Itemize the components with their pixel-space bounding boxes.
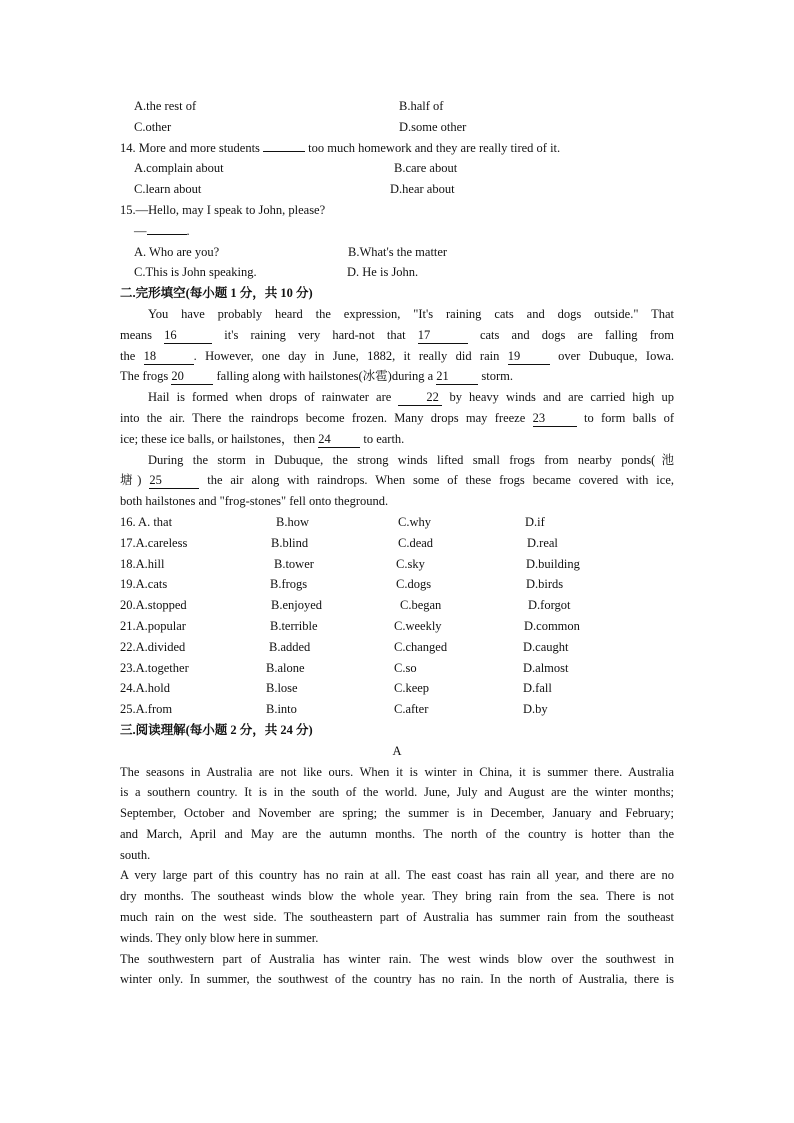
q15-option-b: B.What's the matter <box>348 244 448 259</box>
q15-reply <box>120 221 674 242</box>
q15-reply-dash: — <box>134 223 147 238</box>
option-c: C.began <box>400 598 442 613</box>
q15-option-d: D. He is John. <box>347 265 419 280</box>
cloze-text: to earth. <box>363 431 405 446</box>
cloze-option-row-22 <box>120 637 674 658</box>
option-d: D.common <box>524 618 580 633</box>
passage-line: south. <box>120 847 151 862</box>
q14-text-after: too much homework and they are really tired of it. <box>308 140 561 155</box>
q14-option-d: D.hear about <box>390 182 455 197</box>
option-b: B.tower <box>274 556 314 571</box>
option-c: C.dead <box>398 535 434 550</box>
passage-line: dry months. The southeast winds blow the whole year. They bring rain from the sea. There is not <box>120 889 674 904</box>
option-c: C.dogs <box>396 577 432 592</box>
q15-options-row-1 <box>120 242 674 263</box>
cloze-option-row-25 <box>120 699 674 720</box>
q13-options-row-1 <box>120 96 674 117</box>
q15-stem <box>120 200 674 221</box>
q13-option-b: B.half of <box>399 99 444 113</box>
cloze-p3-line1: During the storm in Dubuque, the strong winds lifted small frogs from nearby ponds(池 <box>148 452 674 467</box>
cloze-text: storm. <box>481 369 513 384</box>
cloze-p2-line2 <box>120 408 674 429</box>
option-d: D.forgot <box>528 598 571 613</box>
option-a: 21.A.popular <box>120 618 186 633</box>
cloze-option-row-23 <box>120 658 674 679</box>
cloze-text: Hail is formed when drops of rainwater are <box>148 390 392 405</box>
option-b: B.blind <box>271 535 309 550</box>
passage-line: winter only. In summer, the southwest of the country has no rain. In the north of Australia, there is <box>120 972 674 987</box>
q14-options-row-1 <box>120 158 674 179</box>
option-c: C.keep <box>394 681 430 696</box>
q13-option-c: C.other <box>134 119 172 134</box>
cloze-text: . However, one day in June, 1882, it really did rain <box>193 348 500 363</box>
cloze-text: over Dubuque, Iowa. <box>558 348 675 363</box>
cloze-p3-line3: both hailstones and "frog-stones" fell onto theground. <box>120 494 389 509</box>
option-a: 19.A.cats <box>120 577 168 592</box>
q15-option-c: C.This is John speaking. <box>134 265 257 280</box>
option-a: 24.A.hold <box>120 681 170 696</box>
option-a: 17.A.careless <box>120 535 188 550</box>
cloze-text: by heavy winds and are carried high up <box>449 390 675 405</box>
option-a: 18.A.hill <box>120 556 165 571</box>
cloze-blank-20: 20 <box>171 369 213 385</box>
cloze-blank-23: 23 <box>533 411 577 427</box>
option-b: B.terrible <box>270 618 318 633</box>
cloze-option-row-24 <box>120 678 674 699</box>
q14-number: 14. <box>120 140 136 155</box>
cloze-text: into the air. There the raindrops become frozen. Many drops may freeze <box>120 410 526 425</box>
option-d: D.almost <box>523 660 569 675</box>
option-a: 22.A.divided <box>120 639 186 654</box>
passage-line: is a southern country. It is in the south of the world. June, July and August are the winter months; <box>120 785 674 800</box>
q15-options-row-2 <box>120 262 674 283</box>
option-d: D.caught <box>523 639 569 654</box>
option-d: D.by <box>523 702 548 717</box>
option-a: 16. A. that <box>120 514 173 529</box>
option-a: 25.A.from <box>120 702 173 717</box>
q15-reply-period: . <box>186 223 190 238</box>
option-b: B.how <box>276 514 309 529</box>
option-d: D.birds <box>526 577 564 592</box>
option-b: B.lose <box>266 681 298 696</box>
cloze-option-row-20 <box>120 595 674 616</box>
cloze-blank-22: 22 <box>398 390 442 406</box>
passage-line: The seasons in Australia are not like ours. When it is winter in China, it is summer there. Australia <box>120 764 674 779</box>
q14-text-before: More and more students <box>138 140 260 155</box>
cloze-blank-18: 18 <box>144 349 194 365</box>
passage-line: and March, April and May are the autumn months. The north of the country is hotter than the <box>120 826 674 841</box>
option-b: B.alone <box>266 660 305 675</box>
q15-text: 15.—Hello, may I speak to John, please? <box>120 202 326 217</box>
option-d: D.if <box>525 514 545 529</box>
cloze-p2-line3 <box>120 429 674 450</box>
cloze-p1-line3 <box>120 346 674 367</box>
option-a: 20.A.stopped <box>120 598 187 613</box>
cloze-option-row-17 <box>120 533 674 554</box>
q14-options-row-2 <box>120 179 674 200</box>
q13-option-a: A.the rest of <box>134 99 197 113</box>
q14-stem <box>120 138 674 159</box>
option-b: B.enjoyed <box>271 598 323 613</box>
option-c: C.sky <box>396 556 425 571</box>
option-c: C.so <box>394 660 417 675</box>
cloze-text: means <box>120 327 152 342</box>
cloze-blank-21: 21 <box>436 369 478 385</box>
cloze-p2-line1 <box>120 387 674 408</box>
cloze-text: it's raining very hard-not that <box>224 327 406 342</box>
cloze-option-row-16 <box>120 512 674 533</box>
passage-line: The southwestern part of Australia has winter rain. The west winds blow over the southwest in <box>120 951 674 966</box>
cloze-option-row-18 <box>120 554 674 575</box>
q14-option-c: C.learn about <box>134 182 202 197</box>
q15-option-a: A. Who are you? <box>134 244 220 259</box>
option-c: C.after <box>394 702 429 717</box>
cloze-p1-line1: You have probably heard the expression, "It's raining cats and dogs outside." That <box>148 306 674 321</box>
option-d: D.real <box>527 535 558 550</box>
q14-blank <box>263 151 305 152</box>
option-d: D.building <box>526 556 580 571</box>
passage-line: much rain on the west side. The southeastern part of Australia has summer rain from the southeast <box>120 910 674 925</box>
option-a: 23.A.together <box>120 660 189 675</box>
cloze-option-row-21 <box>120 616 674 637</box>
exam-page <box>120 96 674 990</box>
cloze-text: cats and dogs are falling from <box>479 327 674 342</box>
passage-line: A very large part of this country has no rain at all. The east coast has rain all year, and there are no <box>120 868 674 883</box>
cloze-p3-line2 <box>120 470 674 491</box>
cloze-text: the <box>120 348 136 363</box>
option-b: B.added <box>269 639 311 654</box>
cloze-text: 塘) <box>120 473 142 488</box>
q15-reply-blank <box>147 234 187 235</box>
passage-line: winds. They only blow here in summer. <box>120 930 319 945</box>
q13-options-row-2 <box>120 117 674 138</box>
option-c: C.changed <box>394 639 448 654</box>
q14-option-b: B.care about <box>394 161 458 176</box>
cloze-blank-19: 19 <box>508 349 550 365</box>
passage-label: A <box>392 743 402 758</box>
option-c: C.why <box>398 514 431 529</box>
option-b: B.frogs <box>270 577 308 592</box>
cloze-p1-line2 <box>120 325 674 346</box>
cloze-p1-line4 <box>120 366 674 387</box>
option-b: B.into <box>266 702 297 717</box>
q14-option-a: A.complain about <box>134 161 224 176</box>
cloze-blank-17: 17 <box>418 328 468 344</box>
section3-title: 三.阅读理解(每小题 2 分，共 24 分) <box>120 722 313 737</box>
option-c: C.weekly <box>394 618 442 633</box>
cloze-option-row-19 <box>120 574 674 595</box>
q13-option-d: D.some other <box>399 119 467 134</box>
section2-title: 二.完形填空(每小题 1 分，共 10 分) <box>120 286 313 301</box>
cloze-blank-25: 25 <box>149 473 199 489</box>
cloze-text: ice; these ice balls, or hailstones，then <box>120 431 316 446</box>
cloze-text: to form balls of <box>583 410 675 425</box>
option-d: D.fall <box>523 681 552 696</box>
cloze-blank-24: 24 <box>318 432 360 448</box>
passage-line: September, October and November are spring; the summer is in December, January and February; <box>120 806 674 821</box>
cloze-text: The frogs <box>120 369 169 384</box>
cloze-blank-16: 16 <box>164 328 212 344</box>
cloze-text: the air along with raindrops. When some of these frogs became covered with ice, <box>207 473 674 488</box>
cloze-text: falling along with hailstones(冰雹)during a <box>216 369 434 384</box>
